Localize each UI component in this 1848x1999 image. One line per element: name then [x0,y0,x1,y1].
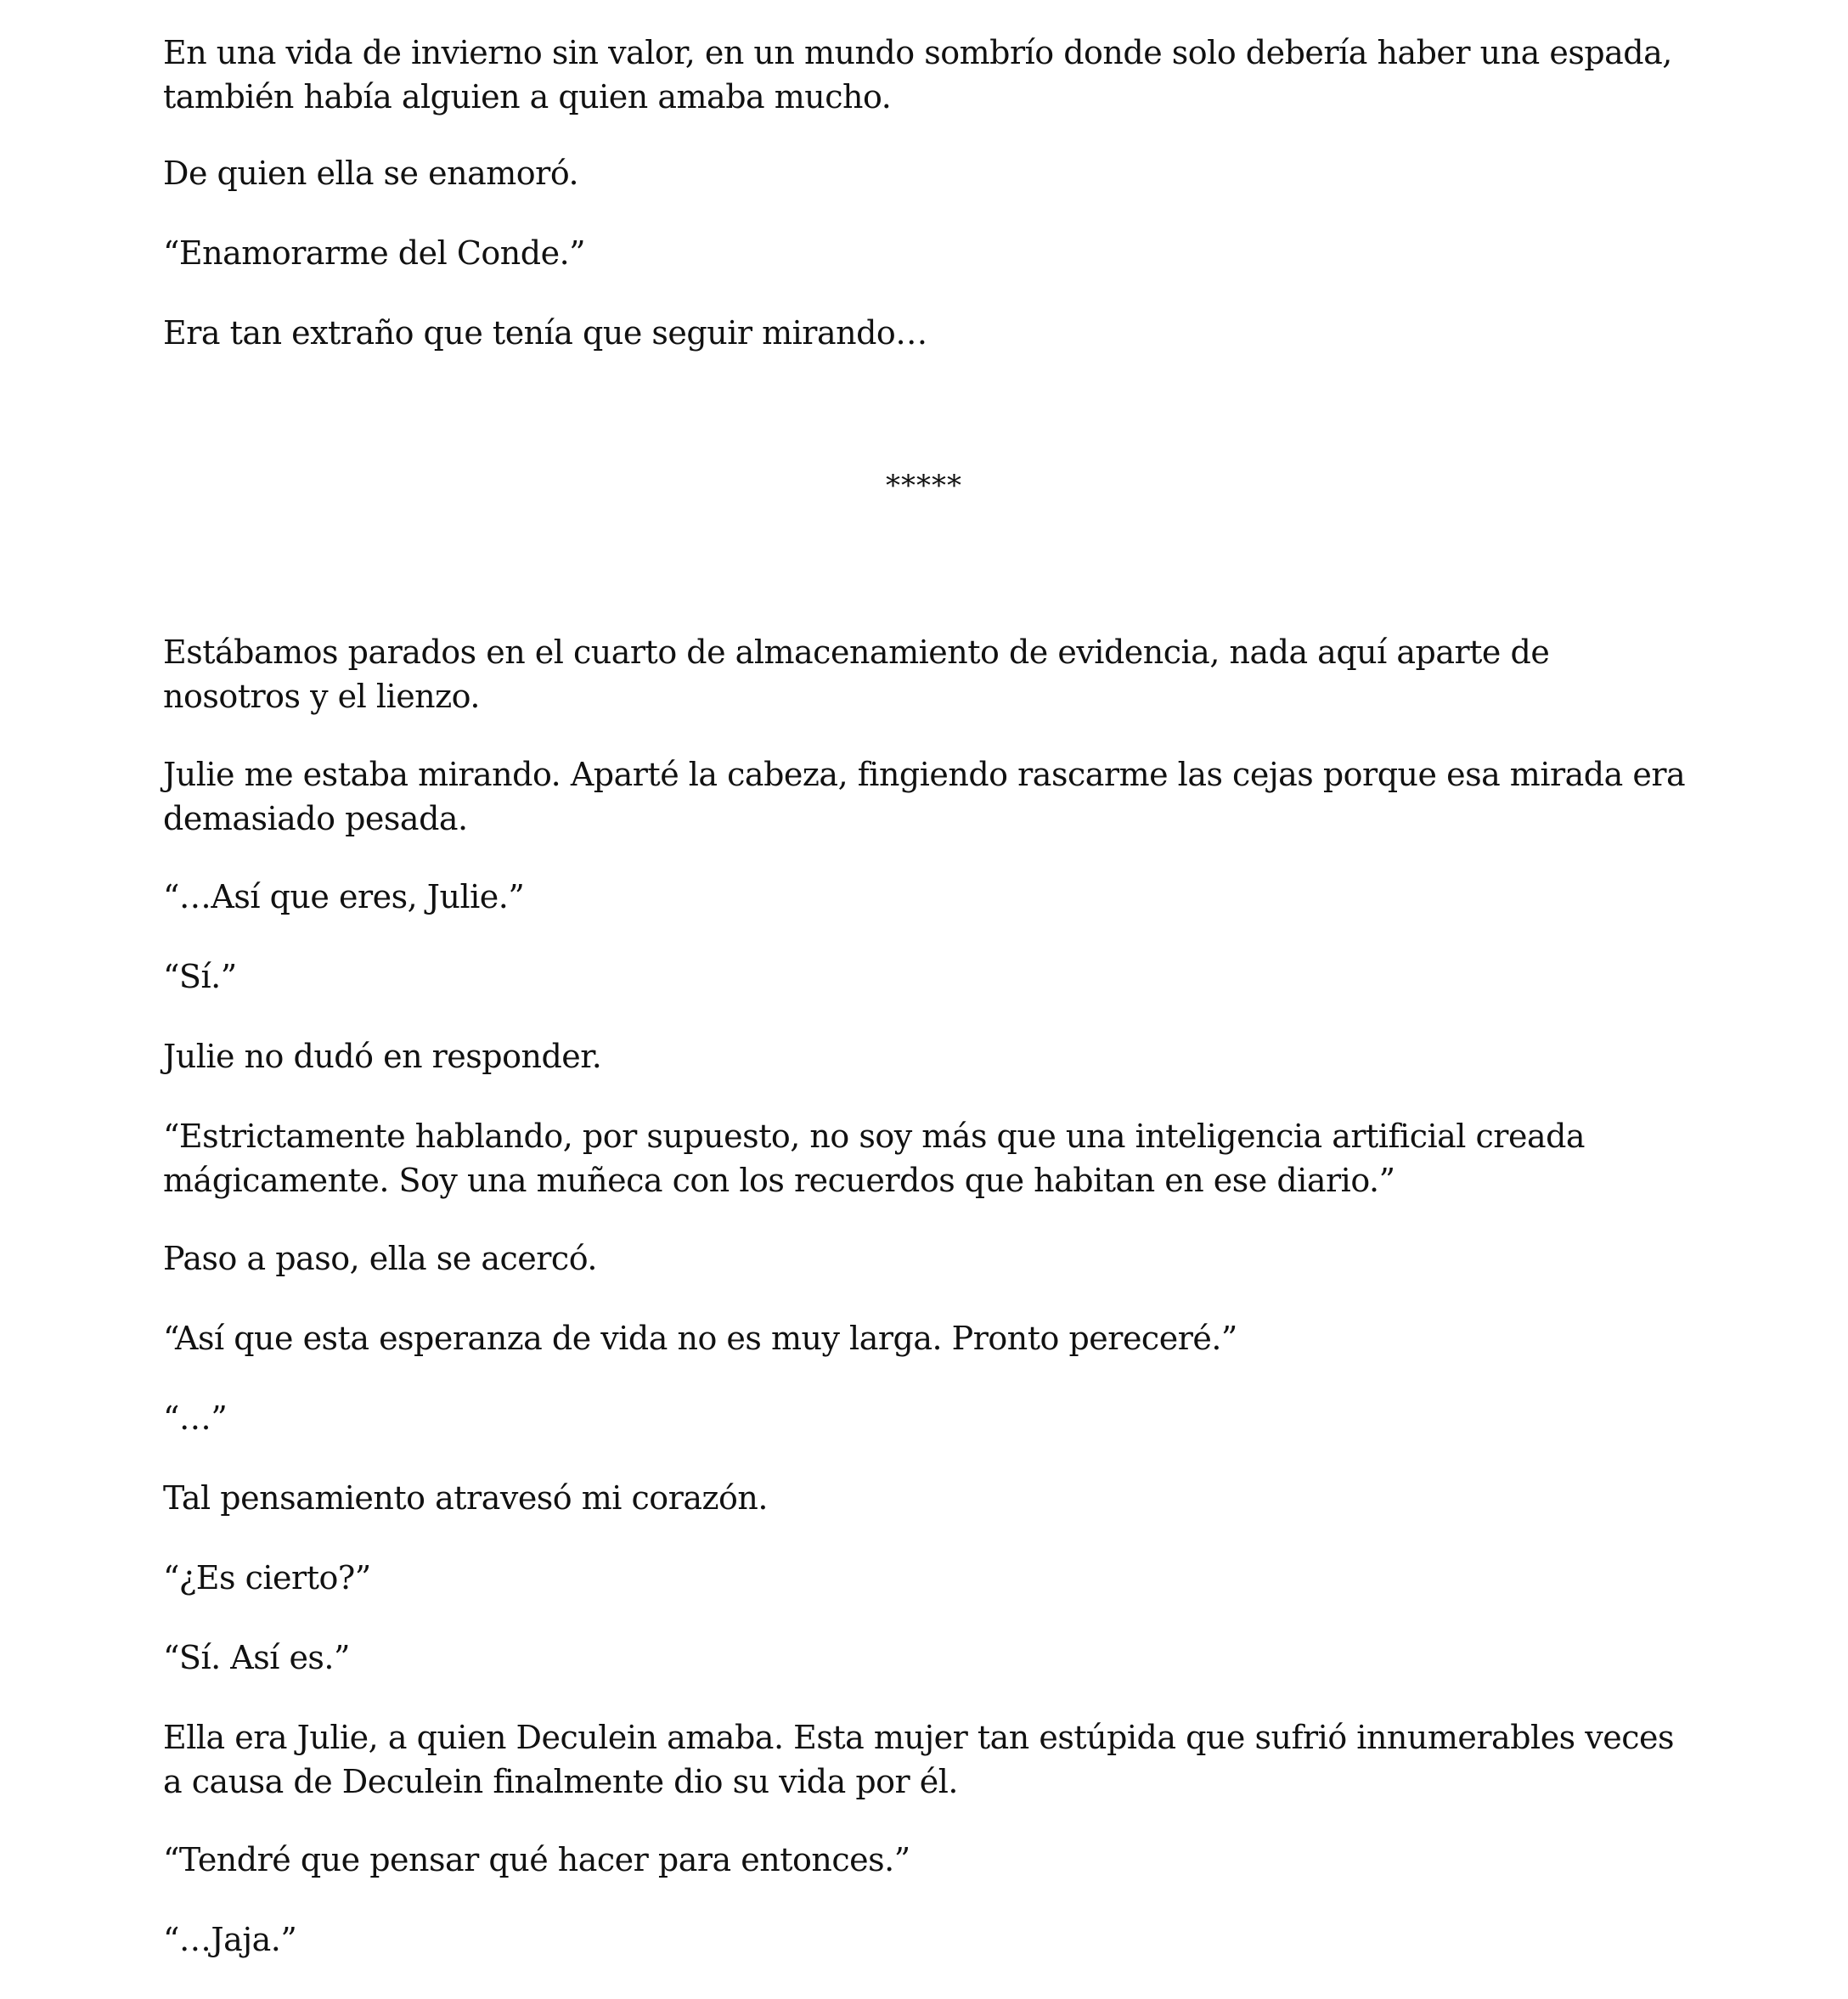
paragraph: “¿Es cierto?” [163,1559,371,1596]
paragraph: “…Así que eres, Julie.” [163,878,525,915]
paragraph: Paso a paso, ella se acercó. [163,1240,597,1277]
paragraph: Estábamos parados en el cuarto de almacenamiento de evidencia, nada aquí aparte de nosotros y el lienzo. [163,633,1550,715]
paragraph: “Sí. Así es.” [163,1639,350,1676]
paragraph: “Estrictamente hablando, por supuesto, no soy más que una inteligencia artificial creada mágicamente. Soy una muñeca con los recuerdos que habitan en ese diario.” [163,1118,1586,1199]
paragraph: Era tan extraño que tenía que seguir mirando… [163,314,927,352]
paragraph: “Enamorarme del Conde.” [163,234,586,272]
paragraph: Julie me estaba mirando. Aparté la cabeza, fingiendo rascarme las cejas porque esa mirada era demasiado pesada. [163,756,1686,837]
paragraph: Tal pensamiento atravesó mi corazón. [163,1479,768,1517]
paragraph: “Sí.” [163,958,237,995]
paragraph: De quien ella se enamoró. [163,155,579,192]
paragraph: “…” [163,1399,228,1437]
paragraph: En una vida de invierno sin valor, en un mundo sombrío donde solo debería haber una espada, también había alguien a quien amaba mucho. [163,34,1672,115]
paragraph: “Así que esta esperanza de vida no es muy larga. Pronto pereceré.” [163,1320,1237,1357]
paragraph: “…Jaja.” [163,1921,297,1958]
paragraph: Julie no dudó en responder. [163,1038,602,1075]
paragraph: Ella era Julie, a quien Deculein amaba. Esta mujer tan estúpida que sufrió innumerables veces a causa de Deculein finalmente dio su vida por él. [163,1719,1674,1800]
section-separator: ***** [886,469,962,503]
paragraph: “Tendré que pensar qué hacer para entonces.” [163,1841,910,1878]
